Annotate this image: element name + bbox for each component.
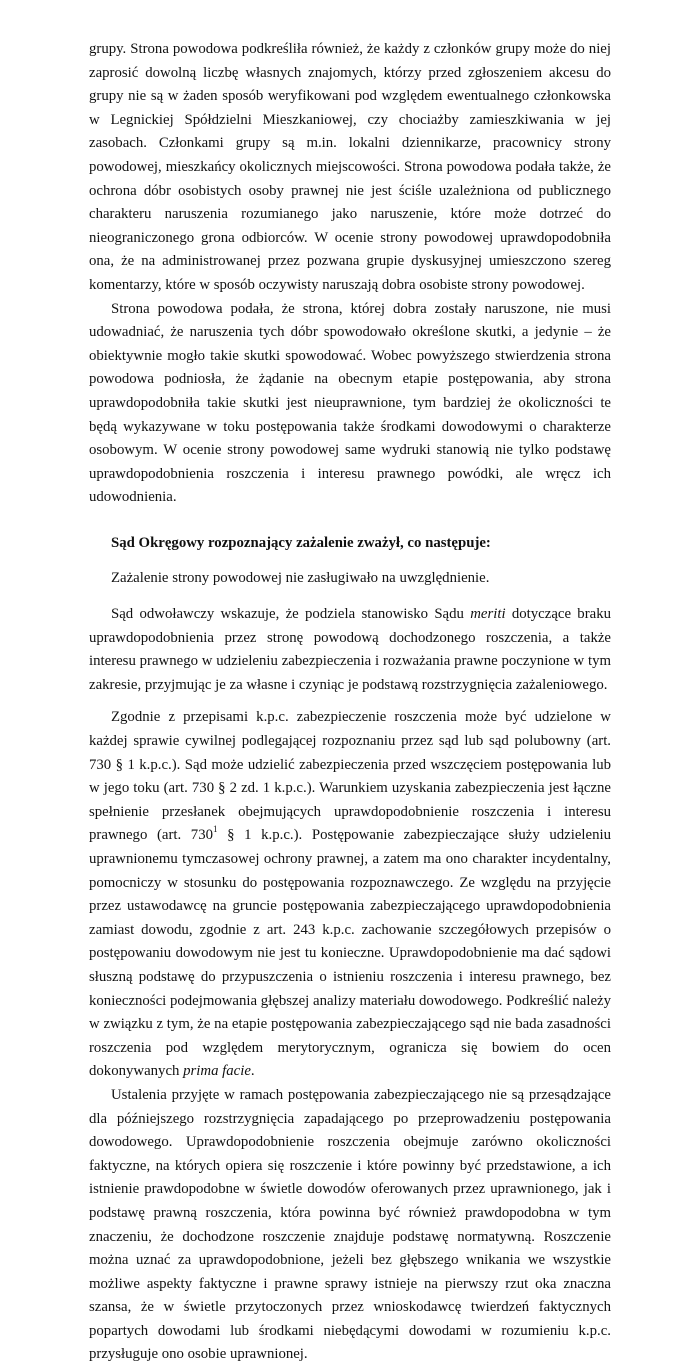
paragraph-5 [89, 706, 611, 1084]
paragraph-4-italic-meriti: meriti [470, 606, 506, 623]
paragraph-1: grupy. Strona powodowa podkreśliła również, że każdy z członków grupy może do niej zaprosić dowolną liczbę własnych znajomych, którzy przed zgłoszeniem akcesu do grupy nie są w żaden sposób weryfikowani pod względem ewentualnego członkowska w Legnickiej Spółdzielni Mieszkaniowej, czy chociażby zamieszkiwania w jej zasobach. Członkami grupy są m.in. lokalni dziennikarze, pracownicy strony powodowej, mieszkańcy okolicznych miejscowości. Strona powodowa podała także, że ochrona dóbr osobistych osoby prawnej nie jest ściśle uzależniona od publicznego charakteru naruszenia rozumianego jako naruszenie, które może dotrzeć do nieograniczonego grona odbiorców. W ocenie strony powodowej uprawdopodobniła ona, że na administrowanej przez pozwana grupie dyskusyjnej umieszczono szereg komentarzy, które w sposób oczywisty naruszają dobra osobiste strony powodowej. [89, 41, 611, 293]
paragraph-4 [89, 603, 611, 697]
paragraph-3: Zażalenie strony powodowej nie zasługiwało na uwzględnienie. [111, 570, 490, 587]
paragraph-4-part-a: Sąd odwoławczy wskazuje, że podziela stanowisko Sądu [111, 606, 471, 623]
paragraph-2: Strona powodowa podała, że strona, której dobra zostały naruszone, nie musi udowadniać, że naruszenia tych dóbr spowodowało określone skutki, a jedynie – że obiektywnie mogło takie skutki spowodować. Wobec powyższego stwierdzenia strona powodowa podniosła, że żądanie na obecnym etapie postępowania, aby strona uprawdopodobniła takie skutki jest nieuprawnione, tym bardziej że okoliczności te będą wykazywane w toku postępowania także środkami dowodowymi o charakterze osobowym. W ocenie strony powodowej same wydruki stanowią nie tylko podstawę uprawdopodobnienia roszczenia i interesu prawnego powódki, ale wręcz ich udowodnienia. [89, 300, 611, 506]
paragraph-5-superscript: 1 [213, 824, 218, 835]
paragraph-4-part-b: dotyczące braku uprawdopodobnienia przez stronę powodową dochodzonego roszczenia, a także interesu prawnego w udzieleniu zabezpieczenia i rozważania prawne poczynione w tym zakresie, przyjmując je za własne i czyniąc je podstawą rozstrzygnięcia zażaleniowego. [89, 606, 611, 693]
section-heading: Sąd Okręgowy rozpoznający zażalenie zważył, co następuje: [111, 534, 491, 551]
paragraph-5-part-a: Zgodnie z przepisami k.p.c. zabezpieczenie roszczenia może być udzielone w każdej sprawie cywilnej podlegającej rozpoznaniu przez sąd lub sąd polubowny (art. 730 § 1 k.p.c.). Sąd może udzielić zabezpieczenia przed wszczęciem postępowania lub w jego toku (art. 730 § 2 zd. 1 k.p.c.). Warunkiem uzyskania zabezpieczenia jest łączne spełnienie przesłanek obejmujących uprawdopodobnienie roszczenia i interesu prawnego (art. 730 [89, 709, 611, 844]
paragraph-5-italic-prima-facie: prima facie [183, 1063, 251, 1080]
paragraph-5-part-b: § 1 k.p.c.). Postępowanie zabezpieczające służy udzieleniu uprawnionemu tymczasowej ochrony prawnej, a zatem ma ono charakter incydentalny, pomocniczy w stosunku do postępowania rozpoznawczego. Ze względu na przyjęcie przez ustawodawcę na gruncie postępowania zabezpieczającego uprawdopodobnienia zamiast dowodu, zgodnie z art. 243 k.p.c. zachowanie szczegółowych przepisów o postępowaniu dowodowym nie jest tu konieczne. Uprawdopodobnienie ma dać sądowi słuszną podstawę do przypuszczenia o istnieniu roszczenia i interesu prawnego, bez konieczności podejmowania głębszej analizy materiału dowodowego. Podkreślić należy w związku z tym, że na etapie postępowania zabezpieczającego sąd nie bada zasadności roszczenia pod względem merytorycznym, ogranicza się bowiem do ocen dokonywanych [89, 827, 611, 1080]
paragraph-5-part-c: . [250, 1063, 255, 1080]
paragraph-6: Ustalenia przyjęte w ramach postępowania zabezpieczającego nie są przesądzające dla późniejszego rozstrzygnięcia zapadającego po przeprowadzeniu postępowania dowodowego. Uprawdopodobnienie roszczenia obejmuje zarówno okoliczności faktyczne, na których opiera się roszczenie i które powinny być przedstawione, a ich istnienie prawdopodobne w świetle dowodów oferowanych przez uprawnionego, jak i podstawę prawną roszczenia, która powinna być również prawdopodobna w tym znaczeniu, że dochodzone roszczenie znajduje podstawę normatywną. Roszczenie można uznać za uprawdopodobnione, jeżeli bez głębszego wnikania we wszystkie możliwe aspekty faktyczne i prawne sprawy istnieje na pierwszy rzut oka znaczna szansa, że w świetle przytoczonych przez wnioskodawcę twierdzeń faktycznych popartych dowodami lub środkami niebędącymi dowodami w rozumieniu k.p.c. przysługuje ono osobie uprawnionej. [89, 1086, 611, 1363]
